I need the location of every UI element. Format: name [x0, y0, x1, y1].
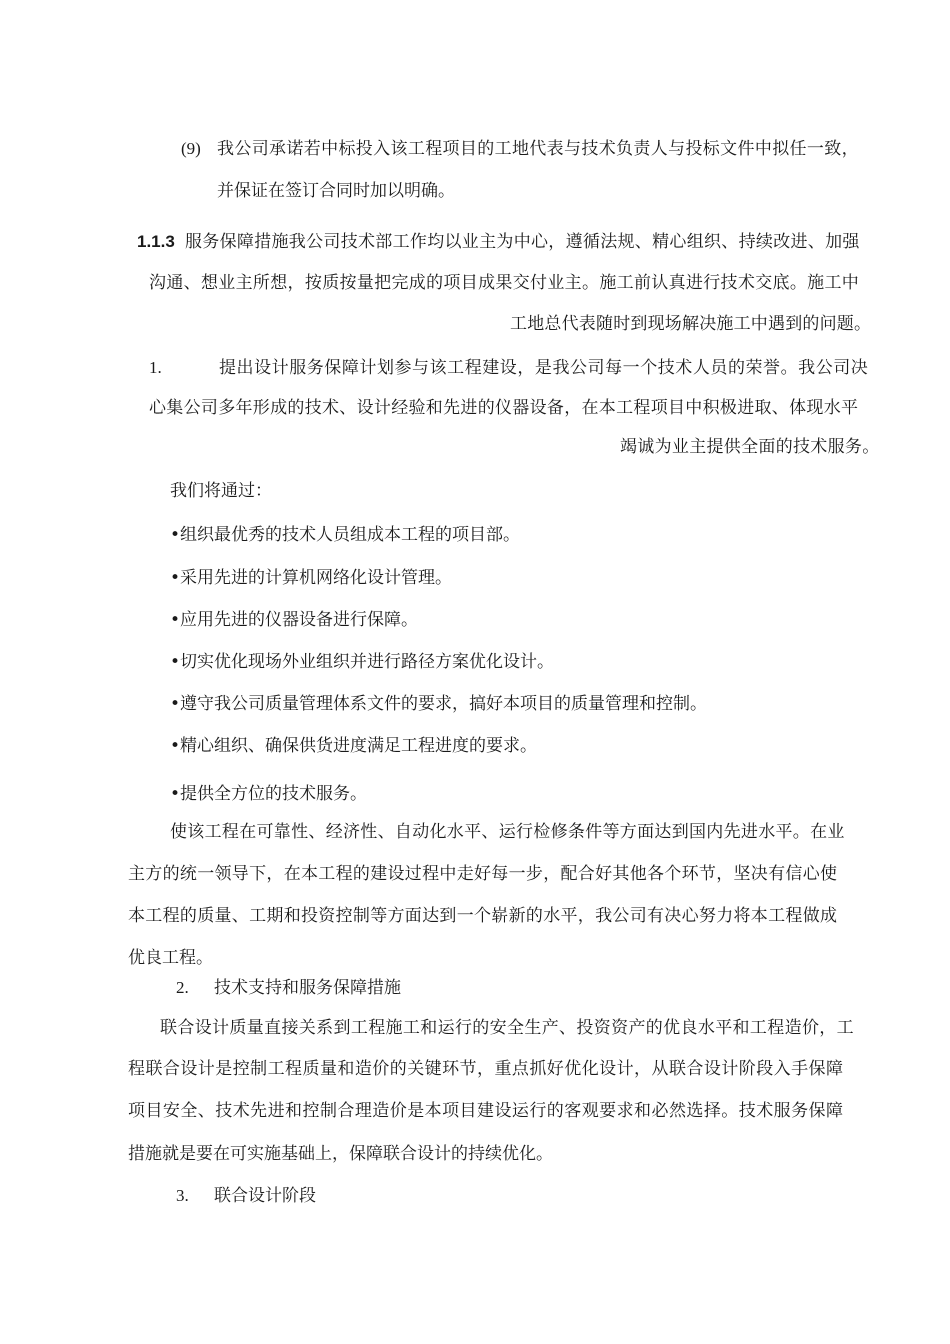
bullet-item: •应用先进的仪器设备进行保障。: [170, 610, 419, 630]
bullet-item: •组织最优秀的技术人员组成本工程的项目部。: [170, 525, 521, 545]
goal-line-3: 本工程的质量、工期和投资控制等方面达到一个崭新的水平，我公司有决心努力将本工程做成: [128, 906, 838, 926]
item-2-marker: 2.: [176, 978, 189, 997]
item-1-line-3: 竭诚为业主提供全面的技术服务。: [620, 437, 880, 457]
bullet-item: •精心组织、确保供货进度满足工程进度的要求。: [170, 736, 538, 756]
item-1-line-2: 心集公司多年形成的技术、设计经验和先进的仪器设备，在本工程项目中积极进取、体现水平: [149, 398, 859, 418]
goal-line-1: 使该工程在可靠性、经济性、自动化水平、运行检修条件等方面达到国内先进水平。在业: [170, 822, 845, 842]
bullet-item: •切实优化现场外业组织并进行路径方案优化设计。: [170, 652, 555, 672]
item-9-line-2: 并保证在签订合同时加以明确。: [217, 181, 455, 201]
bullet-item: •采用先进的计算机网络化设计管理。: [170, 568, 453, 588]
design-line-2: 程联合设计是控制工程质量和造价的关键环节，重点抓好优化设计，从联合设计阶段入手保障: [128, 1059, 844, 1079]
item-9-line-1: 我公司承诺若中标投入该工程项目的工地代表与技术负责人与投标文件中拟任一致，: [217, 139, 859, 159]
item-1-line-1: 提出设计服务保障计划参与该工程建设，是我公司每一个技术人员的荣誉。我公司决: [219, 358, 869, 378]
item-3-marker: 3.: [176, 1186, 189, 1205]
design-line-4: 措施就是要在可实施基础上，保障联合设计的持续优化。: [128, 1144, 553, 1164]
bullet-item: •遵守我公司质量管理体系文件的要求，搞好本项目的质量管理和控制。: [170, 694, 708, 714]
intro-text: 我们将通过：: [170, 481, 272, 501]
section-line-3: 工地总代表随时到现场解决施工中遇到的问题。: [510, 314, 872, 334]
goal-line-2: 主方的统一领导下，在本工程的建设过程中走好每一步，配合好其他各个环节，坚决有信心使: [128, 864, 838, 884]
design-line-1: 联合设计质量直接关系到工程施工和运行的安全生产、投资资产的优良水平和工程造价，工: [160, 1018, 854, 1038]
section-line-1: 服务保障措施我公司技术部工作均以业主为中心，遵循法规、精心组织、持续改进、加强: [185, 232, 860, 252]
item-3-title: 联合设计阶段: [214, 1186, 316, 1206]
item-2-title: 技术支持和服务保障措施: [214, 978, 401, 998]
design-line-3: 项目安全、技术先进和控制合理造价是本项目建设运行的客观要求和必然选择。技术服务保障: [128, 1101, 844, 1121]
item-9-marker: (9): [181, 139, 201, 158]
section-number: 1.1.3: [137, 232, 175, 251]
section-line-2: 沟通、想业主所想，按质按量把完成的项目成果交付业主。施工前认真进行技术交底。施工中: [149, 273, 860, 293]
bullet-item: •提供全方位的技术服务。: [170, 784, 368, 804]
item-1-marker: 1.: [149, 358, 162, 377]
goal-line-4: 优良工程。: [128, 948, 213, 968]
